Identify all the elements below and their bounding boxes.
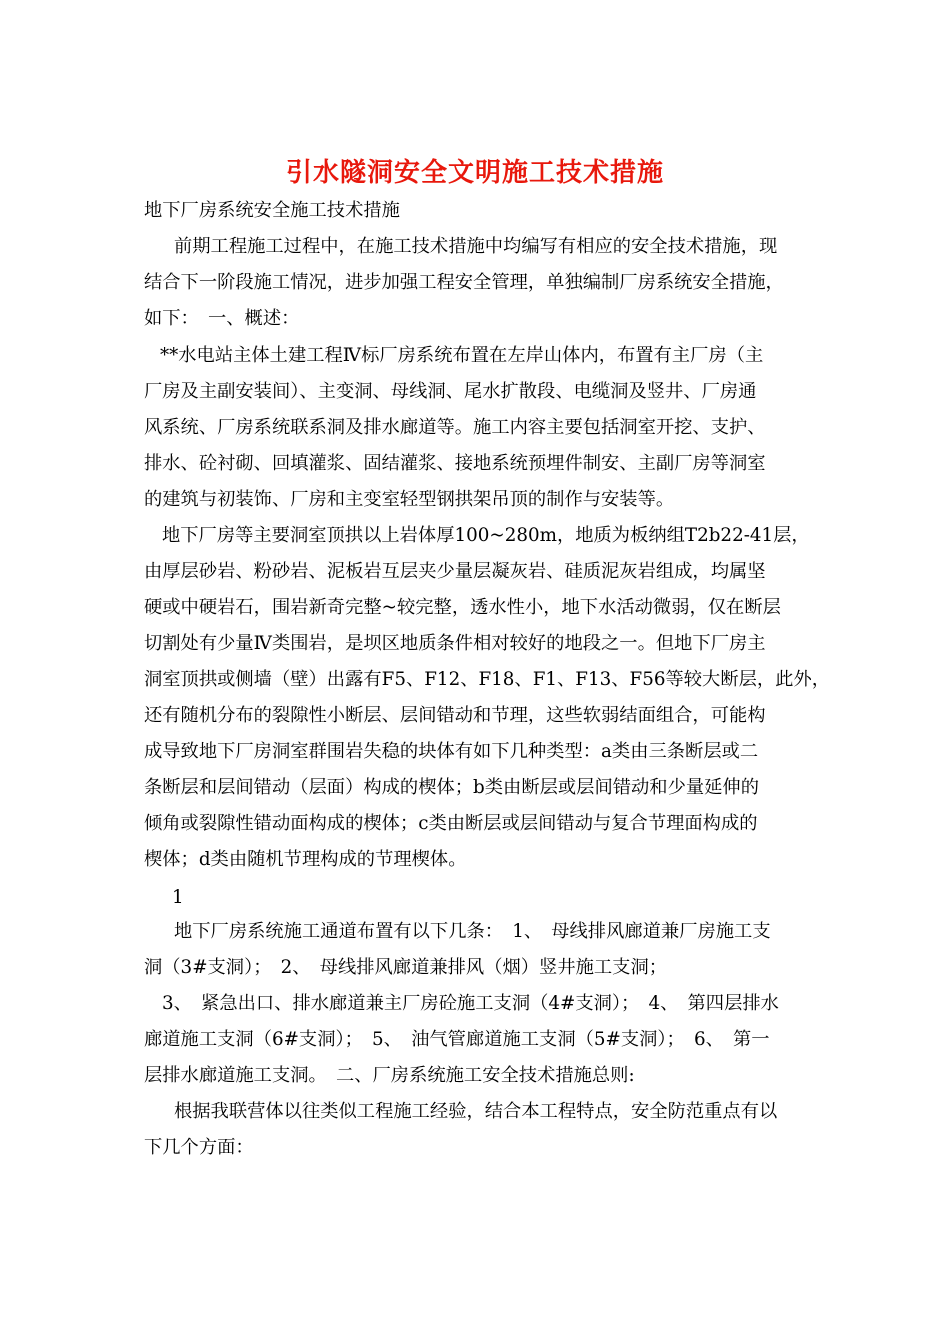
text-line: 楔体；d类由随机节理构成的节理楔体。 xyxy=(144,849,467,870)
text-line: 地下厂房系统安全施工技术措施 xyxy=(144,200,400,221)
text-line: 还有随机分布的裂隙性小断层、层间错动和节理，这些软弱结面组合，可能构 xyxy=(144,705,766,726)
text-line: **水电站主体土建工程Ⅳ标厂房系统布置在左岸山体内，布置有主厂房（主 xyxy=(160,345,764,366)
text-line: 倾角或裂隙性错动面构成的楔体；c类由断层或层间错动与复合节理面构成的 xyxy=(144,813,758,834)
text-line: 成导致地下厂房洞室群围岩失稳的块体有如下几种类型：a类由三条断层或二 xyxy=(144,741,759,762)
text-line: 洞（3#支洞）； 2、 母线排风廊道兼排风（烟）竖井施工支洞； xyxy=(144,957,668,978)
text-line: 前期工程施工过程中，在施工技术措施中均编写有相应的安全技术措施，现 xyxy=(174,236,778,257)
text-line: 下几个方面： xyxy=(144,1137,254,1158)
text-line: 结合下一阶段施工情况，进步加强工程安全管理，单独编制厂房系统安全措施， xyxy=(144,272,784,293)
text-line: 由厚层砂岩、粉砂岩、泥板岩互层夹少量层凝灰岩、硅质泥灰岩组成，均属坚 xyxy=(144,561,766,582)
text-line: 切割处有少量Ⅳ类围岩，是坝区地质条件相对较好的地段之一。但地下厂房主 xyxy=(144,633,766,654)
text-line: 洞室顶拱或侧墙（壁）出露有F5、F12、F18、F1、F13、F56等较大断层，此外， xyxy=(144,669,831,690)
text-line: 排水、砼衬砌、回填灌浆、固结灌浆、接地系统预埋件制安、主副厂房等洞室 xyxy=(144,453,766,474)
text-line: 地下厂房系统施工通道布置有以下几条： 1、 母线排风廊道兼厂房施工支 xyxy=(174,921,771,942)
text-line: 根据我联营体以往类似工程施工经验，结合本工程特点，安全防范重点有以 xyxy=(174,1101,778,1122)
page-number: 1 xyxy=(172,887,184,908)
text-line: 厂房及主副安装间）、主变洞、母线洞、尾水扩散段、电缆洞及竖井、厂房通 xyxy=(144,381,757,402)
text-line: 如下： 一、概述： xyxy=(144,308,300,329)
document-title: 引水隧洞安全文明施工技术措施 xyxy=(285,158,664,188)
text-line: 3、 紧急出口、排水廊道兼主厂房砼施工支洞（4#支洞）； 4、 第四层排水 xyxy=(162,993,779,1014)
text-line: 风系统、厂房系统联系洞及排水廊道等。施工内容主要包括洞室开挖、支护、 xyxy=(144,417,766,438)
text-line: 地下厂房等主要洞室顶拱以上岩体厚100~280m，地质为板纳组T2b22-41层， xyxy=(162,525,810,546)
text-line: 条断层和层间错动（层面）构成的楔体；b类由断层或层间错动和少量延伸的 xyxy=(144,777,759,798)
text-line: 层排水廊道施工支洞。 二、厂房系统施工安全技术措施总则: xyxy=(144,1065,635,1086)
text-line: 硬或中硬岩石，围岩新奇完整~较完整，透水性小，地下水活动微弱，仅在断层 xyxy=(144,597,781,618)
text-line: 的建筑与初装饰、厂房和主变室轻型钢拱架吊顶的制作与安装等。 xyxy=(144,489,675,510)
text-line: 廊道施工支洞（6#支洞）； 5、 油气管廊道施工支洞（5#支洞）； 6、 第一 xyxy=(144,1029,770,1050)
